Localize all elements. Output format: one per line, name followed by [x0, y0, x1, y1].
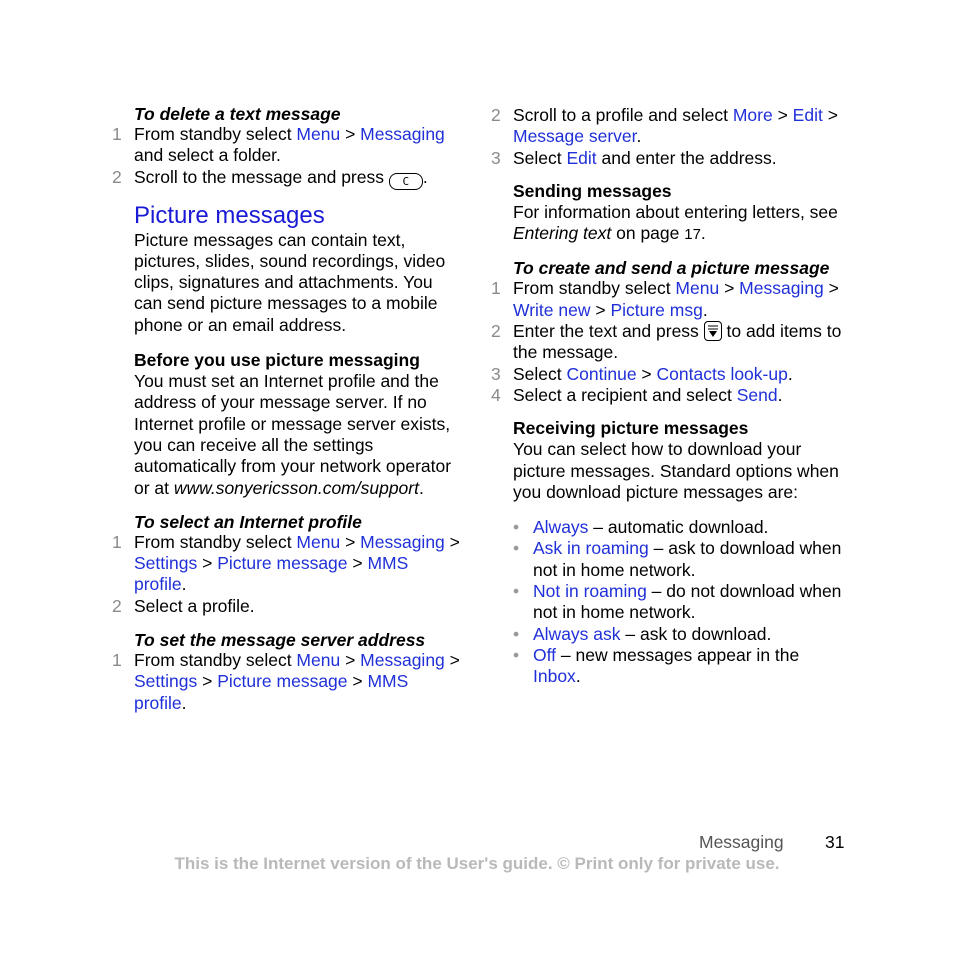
separator: >	[719, 278, 740, 299]
step-text	[134, 650, 460, 714]
menu-link[interactable]: Menu	[296, 650, 341, 671]
separator: >	[444, 650, 460, 671]
continue-link[interactable]: Continue	[566, 363, 637, 384]
server-address-heading: To set the message server address	[134, 630, 426, 651]
step-text-part: Enter the text and press	[513, 321, 704, 342]
step-text-part: and enter the address.	[596, 147, 777, 168]
messaging-link[interactable]: Messaging	[739, 278, 824, 299]
sending-text	[513, 202, 849, 246]
before-text	[134, 371, 460, 499]
step-text-part: From standby select	[134, 531, 297, 552]
page-number: 31	[825, 832, 845, 852]
step-item	[110, 167, 460, 190]
step-text-end: .	[787, 363, 793, 384]
list-item-desc: – ask to download when not in home network.	[533, 538, 842, 580]
step-item	[489, 105, 849, 148]
step-number: 1	[491, 278, 501, 299]
step-text	[134, 167, 428, 190]
list-item	[489, 645, 849, 688]
list-item-text	[533, 517, 768, 538]
write-new-link[interactable]: Write new	[513, 299, 591, 320]
always-ask-link[interactable]: Always ask	[533, 623, 621, 644]
separator: >	[347, 553, 368, 574]
mms-profile-link[interactable]: MMS profile	[134, 553, 409, 595]
sending-text-end: .	[700, 223, 706, 244]
send-link[interactable]: Send	[736, 384, 778, 405]
step-text-end: .	[702, 299, 708, 320]
left-column	[110, 105, 460, 714]
delete-message-heading: To delete a text message	[134, 104, 341, 124]
list-item-desc: – new messages appear in the	[556, 644, 800, 665]
sending-text-part: on page	[611, 223, 685, 244]
step-number: 2	[491, 105, 501, 125]
step-item	[110, 532, 460, 596]
step-number: 2	[112, 166, 122, 187]
separator: >	[772, 105, 793, 125]
step-text	[513, 105, 849, 148]
step-number: 4	[491, 384, 501, 405]
step-number: 2	[112, 595, 122, 616]
navigation-key-down-icon	[704, 321, 722, 341]
picture-msg-link[interactable]: Picture msg	[610, 299, 703, 320]
step-text-end: .	[181, 574, 187, 595]
before-heading: Before you use picture messaging	[134, 350, 420, 371]
separator: >	[636, 363, 657, 384]
support-url: www.sonyericsson.com/support	[173, 477, 419, 498]
step-number: 3	[491, 147, 501, 168]
settings-link[interactable]: Settings	[134, 671, 198, 692]
separator: >	[197, 671, 218, 692]
separator: >	[197, 553, 218, 574]
list-item-desc: – do not download when not in home network.	[533, 581, 842, 623]
step-number: 1	[112, 531, 122, 552]
step-item	[489, 364, 849, 385]
step-item	[110, 124, 460, 167]
step-text-part: .	[422, 166, 428, 187]
right-column	[489, 105, 849, 688]
step-text-part: From standby select	[134, 650, 297, 671]
separator: >	[444, 531, 460, 552]
list-item	[489, 624, 849, 645]
c-key-icon: C	[389, 173, 423, 190]
step-text	[134, 124, 460, 167]
step-text-part: Select a recipient and select	[513, 384, 737, 405]
step-text-part: Select	[513, 363, 567, 384]
not-in-roaming-link[interactable]: Not in roaming	[533, 581, 647, 602]
menu-link[interactable]: Menu	[296, 124, 341, 144]
step-number: 3	[491, 363, 501, 384]
receiving-heading: Receiving picture messages	[513, 418, 749, 439]
always-link[interactable]: Always	[533, 517, 589, 538]
step-text-end: .	[777, 384, 783, 405]
separator: >	[822, 105, 838, 125]
step-text	[513, 278, 849, 321]
step-text	[513, 321, 849, 364]
separator: >	[340, 531, 361, 552]
step-text-part: From standby select	[513, 278, 676, 299]
mms-profile-link[interactable]: MMS profile	[134, 671, 409, 713]
settings-link[interactable]: Settings	[134, 553, 198, 574]
list-item-end: .	[575, 666, 581, 687]
step-text	[513, 148, 777, 169]
step-item	[110, 596, 460, 617]
step-text-part: and select a folder.	[134, 145, 281, 166]
step-text-end: .	[181, 692, 187, 713]
create-message-heading: To create and send a picture message	[513, 258, 830, 279]
footer-section-name: Messaging	[699, 832, 784, 852]
messaging-link[interactable]: Messaging	[360, 124, 445, 144]
list-item-text	[533, 538, 849, 581]
step-text: Select a profile.	[134, 595, 255, 616]
step-item	[110, 650, 460, 714]
page-ref: 17	[684, 226, 701, 244]
list-item-text	[533, 581, 849, 624]
separator: >	[340, 650, 361, 671]
inbox-link[interactable]: Inbox	[533, 666, 576, 687]
step-number: 1	[112, 650, 122, 671]
step-text	[134, 532, 460, 596]
messaging-link[interactable]: Messaging	[360, 650, 445, 671]
step-number: 2	[491, 321, 501, 342]
edit-link[interactable]: Edit	[792, 105, 823, 125]
list-item	[489, 538, 849, 581]
step-item	[489, 385, 849, 406]
picture-message-link[interactable]: Picture message	[217, 671, 348, 692]
step-text-part: Scroll to a profile and select	[513, 105, 733, 125]
step-text	[513, 385, 783, 406]
list-item-desc: – ask to download.	[620, 623, 772, 644]
ask-in-roaming-link[interactable]: Ask in roaming	[533, 538, 649, 559]
step-text-end: .	[636, 126, 642, 147]
menu-link[interactable]: Menu	[296, 531, 341, 552]
more-link[interactable]: More	[732, 105, 773, 125]
list-item-text	[533, 645, 849, 688]
list-item-text	[533, 624, 771, 645]
sending-text-part: For information about entering letters, see	[513, 201, 838, 222]
entering-text-ref: Entering text	[513, 223, 612, 244]
bullet-icon: •	[513, 644, 520, 665]
contacts-lookup-link[interactable]: Contacts look-up	[656, 363, 788, 384]
picture-message-link[interactable]: Picture message	[217, 553, 348, 574]
separator: >	[340, 124, 361, 144]
bullet-icon: •	[513, 623, 520, 644]
step-item	[489, 278, 849, 321]
step-text	[513, 364, 793, 385]
separator: >	[590, 299, 611, 320]
list-item	[489, 581, 849, 624]
bullet-icon: •	[513, 581, 520, 602]
edit-link[interactable]: Edit	[566, 147, 597, 168]
step-item	[489, 321, 849, 364]
receiving-text: You can select how to download your picture messages. Standard options when you download picture messages are:	[513, 439, 839, 502]
step-text-part: to add items to the message.	[513, 321, 842, 363]
select-profile-heading: To select an Internet profile	[134, 511, 362, 532]
step-text-part: Scroll to the message and press	[134, 166, 389, 187]
off-link[interactable]: Off	[533, 644, 557, 665]
bullet-icon: •	[513, 517, 520, 538]
before-text-part: You must set an Internet profile and the address of your message server. If no Internet profile or message server exists, you can receive all the settings automatically from your network operator or at	[134, 371, 452, 498]
messaging-link[interactable]: Messaging	[360, 531, 445, 552]
sending-heading: Sending messages	[513, 180, 672, 201]
step-number: 1	[112, 124, 122, 144]
step-text-part: From standby select	[134, 124, 297, 144]
picture-intro-text: Picture messages can contain text, pictures, slides, sound recordings, video clips, signatures and attachments. You can send picture messages to a mobile phone or an email address.	[134, 229, 446, 335]
separator: >	[823, 278, 839, 299]
step-item	[489, 148, 849, 169]
separator: >	[347, 671, 368, 692]
before-text-end: .	[419, 477, 424, 498]
message-server-link[interactable]: Message server	[513, 126, 637, 147]
list-item-desc: – automatic download.	[588, 517, 769, 538]
menu-link[interactable]: Menu	[675, 278, 720, 299]
disclaimer-text: This is the Internet version of the User's guide. © Print only for private use.	[174, 854, 780, 873]
bullet-icon: •	[513, 538, 520, 559]
step-text-part: Select	[513, 147, 567, 168]
picture-messages-title: Picture messages	[134, 201, 325, 229]
list-item	[489, 517, 849, 538]
